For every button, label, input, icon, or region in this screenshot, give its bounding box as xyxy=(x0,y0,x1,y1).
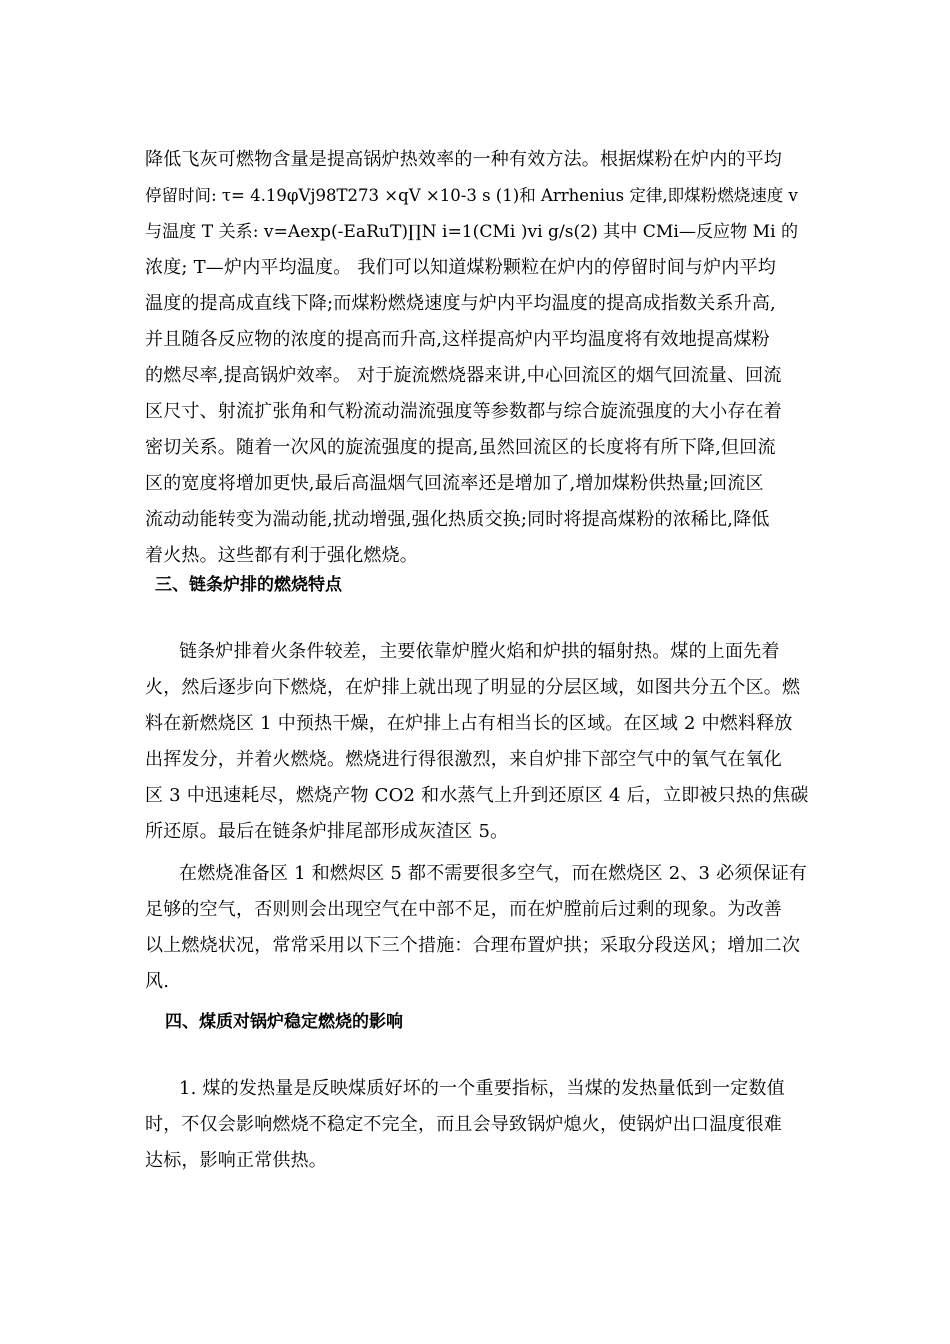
intro-line: 停留时间: τ= 4.19φVj98T273 ×qV ×10-3 s (1)和 Arrhenius 定律,即煤粉燃烧速度 v xyxy=(145,186,798,205)
section-heading-4: 四、煤质对锅炉稳定燃烧的影响 xyxy=(165,1012,403,1032)
intro-line: 着火热。这些都有利于强化燃烧。 xyxy=(145,545,418,566)
section4-para1-line: 时，不仅会影响燃烧不稳定不完全，而且会导致锅炉熄火，使锅炉出口温度很难 xyxy=(145,1114,782,1135)
section3-para1-line: 料在新燃烧区 1 中预热干燥，在炉排上占有相当长的区域。在区域 2 中燃料释放 xyxy=(145,713,793,734)
section3-para1-line: 出挥发分，并着火燃烧。燃烧进行得很激烈，来自炉排下部空气中的氧气在氧化 xyxy=(145,749,782,770)
section4-para1-line: 1. 煤的发热量是反映煤质好坏的一个重要指标，当煤的发热量低到一定数值 xyxy=(179,1078,785,1099)
section3-para2-line: 以上燃烧状况，常常采用以下三个措施：合理布置炉拱；采取分段送风；增加二次 xyxy=(145,935,801,956)
section3-para2-line: 足够的空气，否则则会出现空气在中部不足，而在炉膛前后过剩的现象。为改善 xyxy=(145,899,782,920)
intro-line: 浓度; T—炉内平均温度。 我们可以知道煤粉颗粒在炉内的停留时间与炉内平均 xyxy=(145,257,776,278)
intro-line: 流动动能转变为湍动能,扰动增强,强化热质交换;同时将提高煤粉的浓稀比,降低 xyxy=(145,509,770,530)
section3-para1-line: 所还原。最后在链条炉排尾部形成灰渣区 5。 xyxy=(145,821,509,842)
section4-para1-line: 达标，影响正常供热。 xyxy=(145,1150,327,1171)
section3-para2-line: 在燃烧准备区 1 和燃烬区 5 都不需要很多空气，而在燃烧区 2、3 必须保证有 xyxy=(179,863,808,884)
intro-line: 降低飞灰可燃物含量是提高锅炉热效率的一种有效方法。根据煤粉在炉内的平均 xyxy=(145,149,782,170)
intro-line: 温度的提高成直线下降;而煤粉燃烧速度与炉内平均温度的提高成指数关系升高, xyxy=(145,293,776,314)
section3-para2-line: 风. xyxy=(145,971,170,992)
intro-line: 区尺寸、射流扩张角和气粉流动湍流强度等参数都与综合旋流强度的大小存在着 xyxy=(145,401,782,422)
section-heading-3: 三、链条炉排的燃烧特点 xyxy=(155,575,342,595)
intro-line: 并且随各反应物的浓度的提高而升高,这样提高炉内平均温度将有效地提高煤粉 xyxy=(145,329,770,350)
intro-line: 与温度 T 关系: v=Aexp(-EaRuT)∏N i=1(CMi )vi g/s(2) 其中 CMi—反应物 Mi 的 xyxy=(145,222,799,242)
intro-line: 的燃尽率,提高锅炉效率。 对于旋流燃烧器来讲,中心回流区的烟气回流量、回流 xyxy=(145,365,782,386)
section3-para1-line: 火，然后逐步向下燃烧，在炉排上就出现了明显的分层区域，如图共分五个区。燃 xyxy=(145,677,801,698)
intro-line: 区的宽度将增加更快,最后高温烟气回流率还是增加了,增加煤粉供热量;回流区 xyxy=(145,473,764,494)
section3-para1-line: 链条炉排着火条件较差，主要依靠炉膛火焰和炉拱的辐射热。煤的上面先着 xyxy=(179,641,780,662)
section3-para1-line: 区 3 中迅速耗尽，燃烧产物 CO2 和水蒸气上升到还原区 4 后，立即被只热的焦碳 xyxy=(145,785,809,806)
intro-line: 密切关系。随着一次风的旋流强度的提高,虽然回流区的长度将有所下降,但回流 xyxy=(145,437,776,458)
